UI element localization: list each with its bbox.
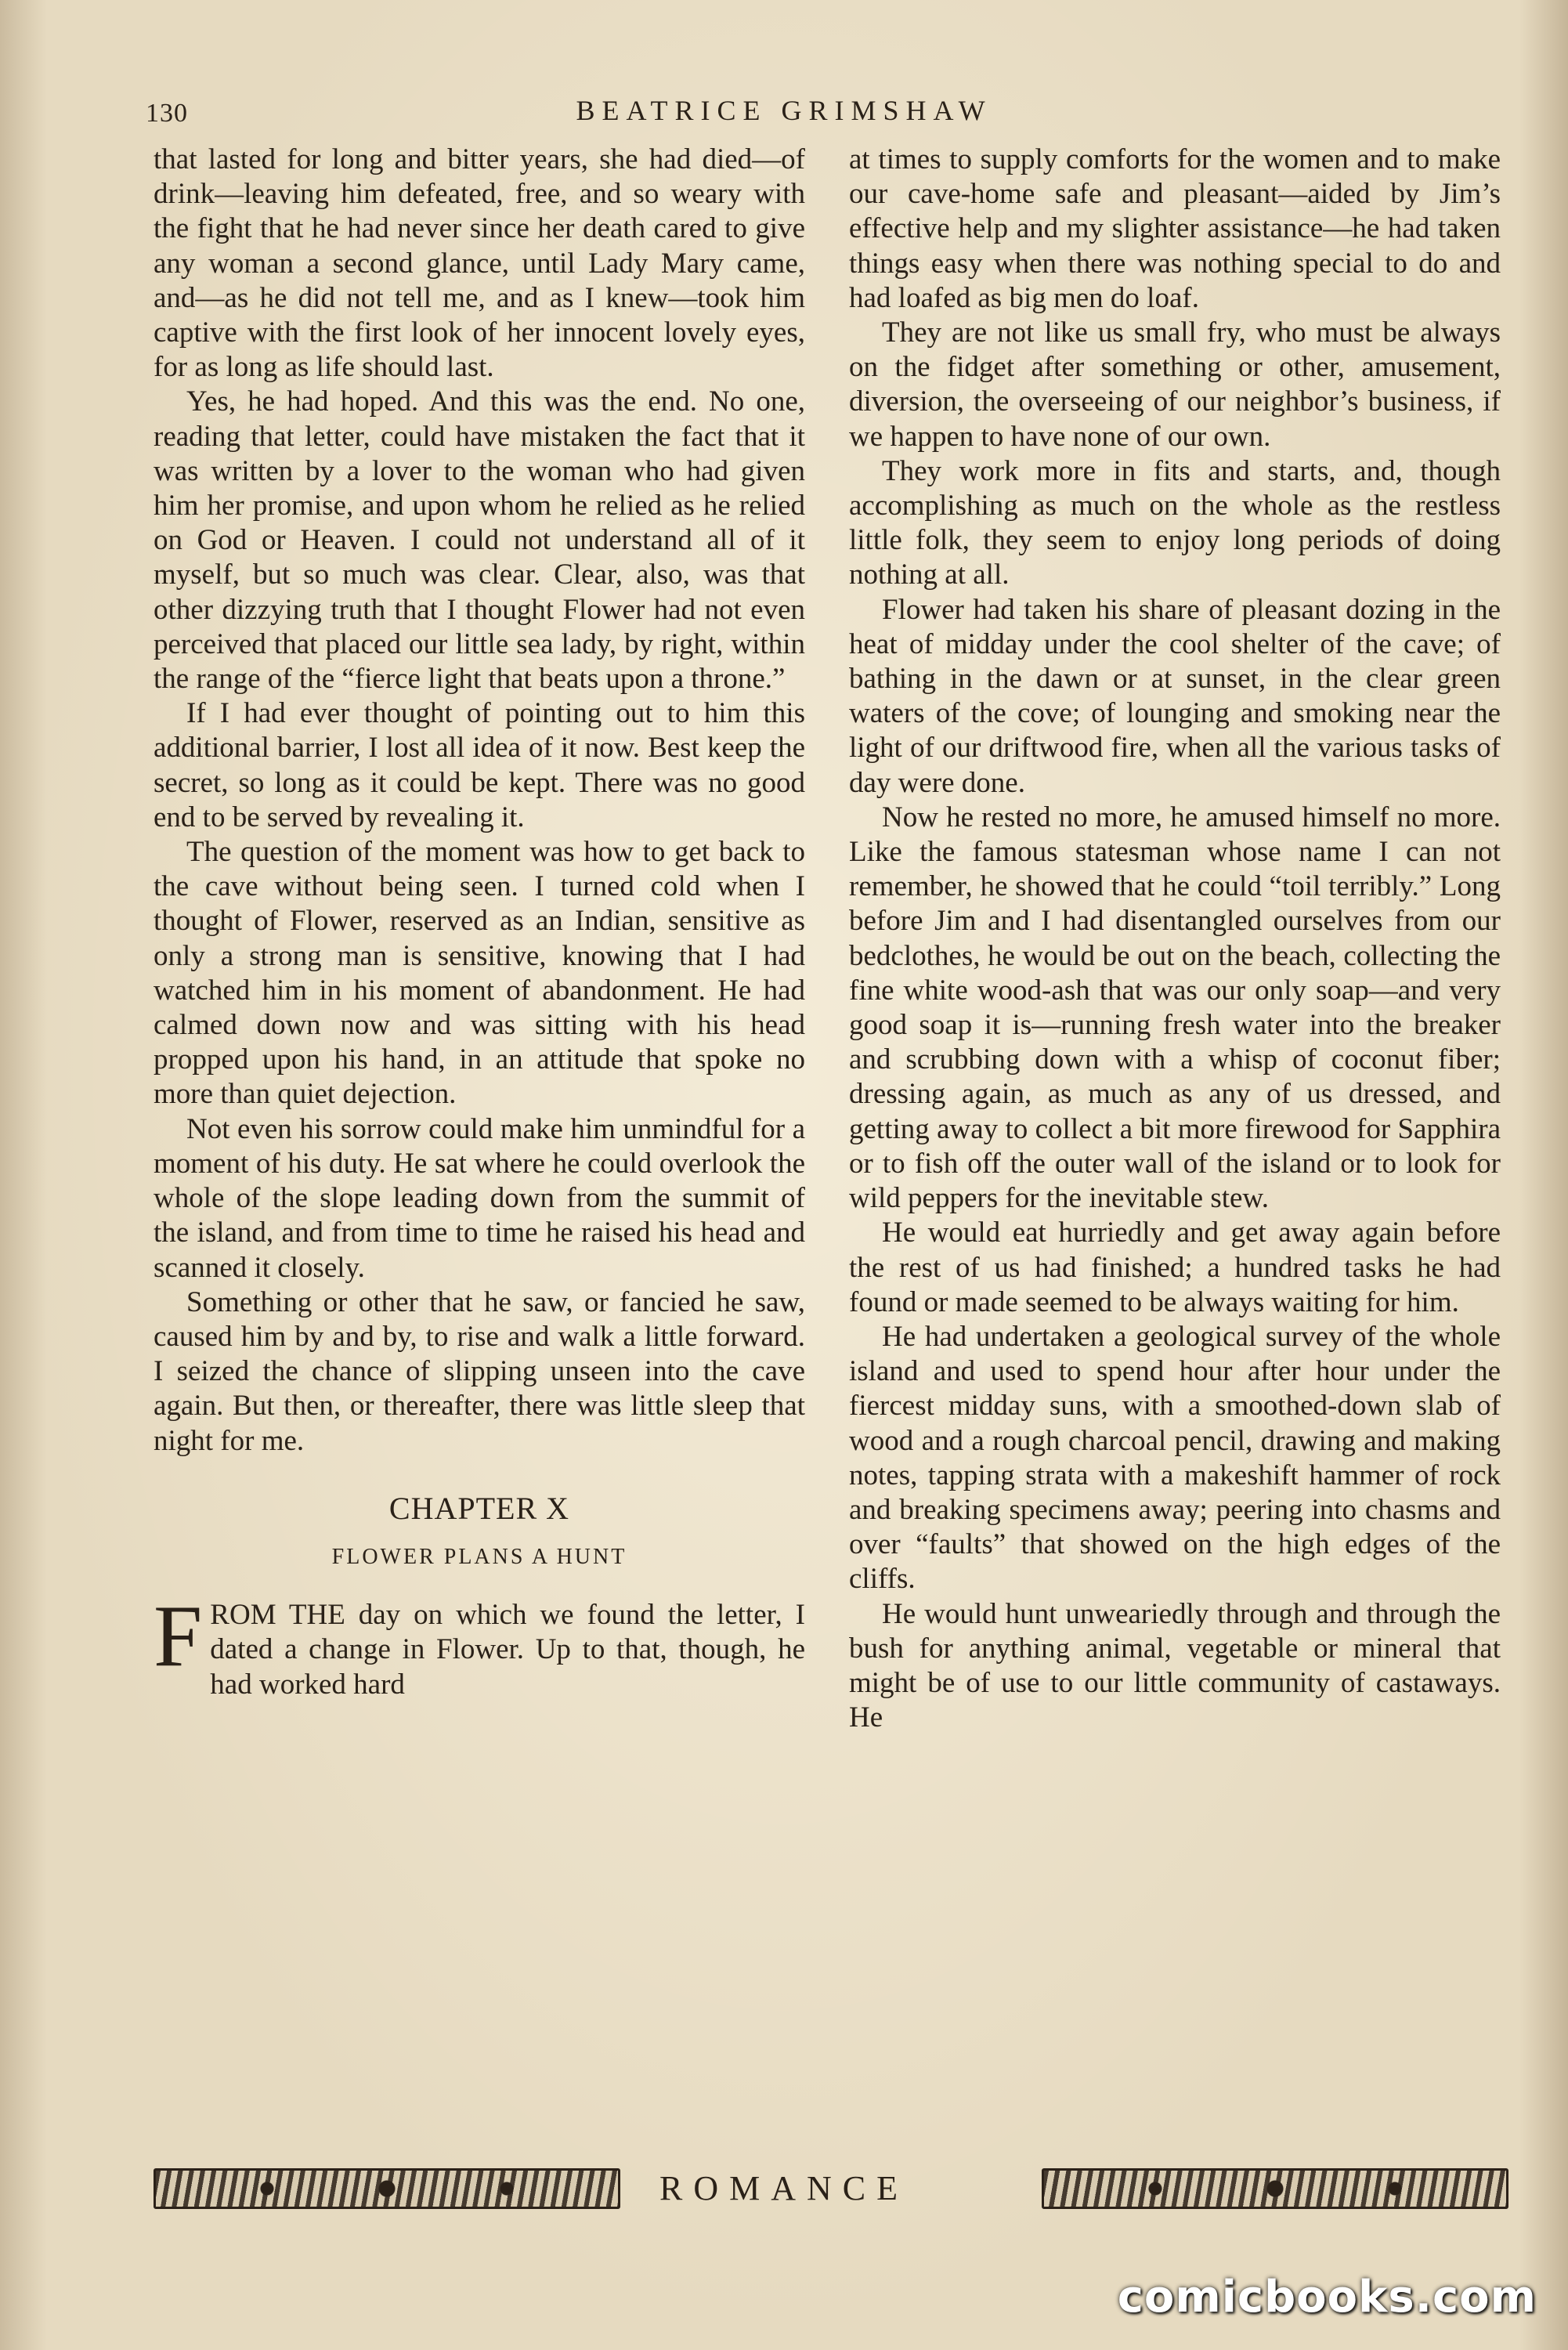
paragraph: Now he rested no more, he amused himself no more. Like the famous statesman whose name I can not remember, he showed that he could “toil terribly.” Long before Jim and I had disentangled ourselves from our bedclothes, he would be out on the beach, collecting the fine white wood-ash that was our only soap—and very good soap it is—running fresh water into the breaker and scrubbing down with a whisp of coconut fiber; dressing again, as much as any of us dressed, and getting away to collect a bit more firewood for Sapphira or to fish off the outer wall of the island or to look for wild peppers for the inevitable stew. (849, 801, 1501, 1215)
paragraph: He had undertaken a geological survey of the whole island and used to spend hour after hour under the fiercest midday suns, with a smoothed-down slab of wood and a rough charcoal pencil, drawing and making notes, tapping strata with a makeshift hammer of rock and breaking specimens away; peering into chasms and over “faults” that showed on the high edges of the cliffs. (849, 1320, 1501, 1596)
magazine-name: ROMANCE (659, 2169, 909, 2207)
chapter-opening-paragraph (154, 1588, 805, 1702)
paragraph: Flower had taken his share of pleasant dozing in the heat of midday under the cool shelter of the cave; of bathing in the dawn or at sunset, in the clear green waters of the cove; of lounging and smoking near the light of our driftwood fire, when all the various tasks of day were done. (849, 593, 1501, 799)
drop-cap: F (154, 1588, 203, 1686)
paragraph: at times to supply comforts for the women and to make our cave-home safe and pleasant—aided by Jim’s effective help and my slighter assistance—he had taken things easy when there was nothing special to do and had loafed as big men do loaf. (849, 143, 1501, 314)
running-head: BEATRICE GRIMSHAW (576, 95, 992, 126)
paragraph: The question of the moment was how to get back to the cave without being seen. I turned cold when I thought of Flower, reserved as an Indian, sensitive as only a strong man is sensitive, knowing that I had watched him in his moment of abandonment. He had calmed down now and was sitting with his head propped upon his hand, in an attitude that spoke no more than quiet dejection. (154, 836, 805, 1111)
right-column (849, 143, 1501, 1735)
chapter-opening-text: ROM THE day on which we found the letter, I dated a change in Flower. Up to that, though, he had worked hard (210, 1599, 805, 1701)
paragraph: They are not like us small fry, who must be always on the fidget after something or other, amusement, diversion, the overseeing of our neighbor’s business, if we happen to have none of our own. (849, 316, 1501, 453)
chapter-title: CHAPTER X (388, 1490, 570, 1526)
paragraph: He would eat hurriedly and get away again before the rest of us had finished; a hundred tasks he had found or made seemed to be always waiting for him. (849, 1217, 1501, 1318)
page-number: 130 (146, 99, 188, 128)
page-footer (0, 2162, 1568, 2225)
site-watermark: comicbooks.com (1117, 2272, 1537, 2323)
paragraph: Yes, he had hoped. And this was the end. No one, reading that letter, could have mistaken the fact that it was written by a lover to the woman who had given him her promise, and upon whom he relied as he relied on God or Heaven. I could not understand all of it myself, but so much was clear. Clear, also, was that other dizzying truth that I thought Flower had not even perceived that placed our little sea lady, by right, within the range of the “fierce light that beats upon a throne.” (154, 385, 805, 696)
paragraph: If I had ever thought of pointing out to him this additional barrier, I lost all idea of it now. Best keep the secret, so long as it could be kept. There was no good end to be served by revealing it. (154, 697, 805, 833)
page-header (0, 92, 1568, 132)
woodcut-ornament-icon (1042, 2168, 1508, 2209)
chapter-subtitle: FLOWER PLANS A HUNT (331, 1544, 627, 1569)
paragraph: that lasted for long and bitter years, she had died—of drink—leaving him defeated, free, and so weary with the fight that he had never since her death cared to give any woman a second glance, until Lady Mary came, and—as he did not tell me, and as I knew—took him captive with the first look of her innocent lovely eyes, for as long as life should last. (154, 143, 805, 384)
paragraph: They work more in fits and starts, and, though accomplishing as much on the whole as the restless little folk, they seem to enjoy long periods of doing nothing at all. (849, 454, 1501, 591)
paragraph: Something or other that he saw, or fancied he saw, caused him by and by, to rise and walk a little forward. I seized the chance of slipping unseen into the cave again. But then, or thereafter, there was little sleep that night for me. (154, 1285, 805, 1457)
left-column (154, 143, 805, 1702)
paragraph: He would hunt unweariedly through and through the bush for anything animal, vegetable or mineral that might be of use to our little community of castaways. He (849, 1597, 1501, 1734)
paragraph: Not even his sorrow could make him unmindful for a moment of his duty. He sat where he could overlook the whole of the slope leading down from the summit of the island, and from time to time he raised his head and scanned it closely. (154, 1112, 805, 1284)
